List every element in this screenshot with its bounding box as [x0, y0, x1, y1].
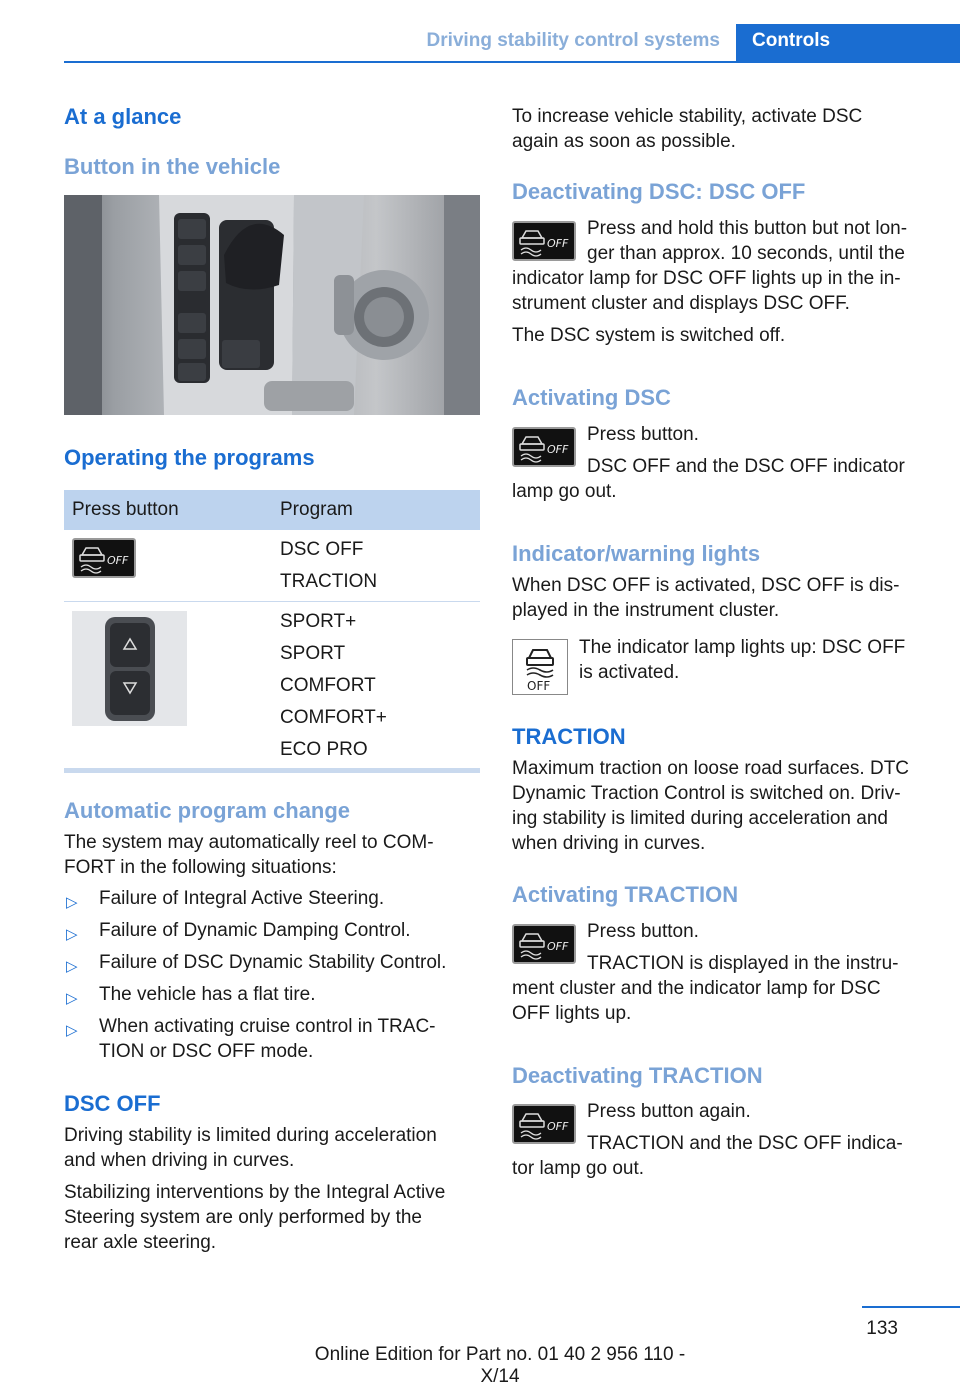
heading-dsc-off: DSC OFF [64, 1091, 161, 1116]
dsc-off-text [64, 1123, 445, 1255]
bullet-triangle-icon: ▷ [66, 894, 78, 911]
list-item [64, 886, 480, 911]
bullet-text: Failure of DSC Dynamic Stability Control. [99, 952, 447, 973]
auto-change-list [64, 886, 480, 1071]
bullet-triangle-icon: ▷ [66, 1022, 78, 1039]
dsc-off-button-icon [72, 538, 136, 578]
heading-deactivating-traction: Deactivating TRACTION [512, 1063, 763, 1088]
svg-text:OFF: OFF [107, 554, 129, 567]
program-comfort-plus: COMFORT+ [280, 707, 387, 728]
act-line: lamp go out. [512, 481, 617, 502]
deact-tr-line: Press button again. [587, 1101, 751, 1122]
act-tr-line: OFF lights up. [512, 1003, 632, 1024]
bullet-triangle-icon: ▷ [66, 926, 78, 943]
bullet-text: When activating cruise control in TRAC- [99, 1016, 436, 1037]
svg-text:OFF: OFF [527, 679, 551, 693]
svg-text:OFF: OFF [547, 237, 569, 250]
dsc-line: Steering system are only performed by the [64, 1207, 423, 1228]
deact-line: The DSC system is switched off. [512, 325, 786, 346]
col-program: Program [280, 499, 353, 520]
program-cell-dsc [280, 534, 377, 598]
heading-automatic-program-change: Automatic program change [64, 798, 351, 823]
heading-traction: TRACTION [512, 724, 626, 749]
program-comfort: COMFORT [280, 675, 376, 696]
act-text-a [587, 422, 905, 479]
deact-tr-line: tor lamp go out. [512, 1158, 645, 1179]
programs-table-header [64, 490, 480, 530]
dsc-off-indicator-lamp-icon [512, 639, 568, 695]
deact-line: Press and hold this button but not lon- [587, 218, 908, 239]
deact-line: ger than approx. 10 seconds, until the [587, 243, 905, 264]
heading-indicator-warning: Indicator/warning lights [512, 541, 761, 566]
heading-activating-dsc: Activating DSC [512, 385, 671, 410]
act-line: Press button. [587, 424, 699, 445]
traction-text [512, 756, 909, 856]
ind-line: is activated. [579, 662, 680, 683]
bullet-triangle-icon: ▷ [66, 958, 78, 975]
traction-line: Dynamic Traction Control is switched on. Driv- [512, 783, 901, 804]
dsc-off-button-icon [512, 924, 576, 964]
traction-line: ing stability is limited during acceleration and [512, 808, 888, 829]
heading-button-in-vehicle: Button in the vehicle [64, 154, 281, 179]
deact-tr-line: TRACTION and the DSC OFF indica- [587, 1133, 903, 1154]
program-cell-modes [280, 606, 387, 766]
edition-footer: Online Edition for Part no. 01 40 2 956 110 - X/14 [314, 1344, 686, 1387]
ind-line: When DSC OFF is activated, DSC OFF is dis- [512, 575, 900, 596]
deact-text-b [512, 266, 901, 348]
program-eco-pro: ECO PRO [280, 739, 368, 760]
col-press-button: Press button [72, 499, 179, 520]
console-photo [64, 195, 480, 415]
dsc-off-button-icon [512, 427, 576, 467]
intro-text [512, 104, 862, 154]
act-tr-line: Press button. [587, 921, 699, 942]
deact-text-a [587, 216, 907, 266]
bullet-text: The vehicle has a flat tire. [99, 984, 316, 1005]
list-item [64, 1014, 480, 1064]
bullet-triangle-icon: ▷ [66, 990, 78, 1007]
ind-line: played in the instrument cluster. [512, 600, 780, 621]
program-sport-plus: SPORT+ [280, 611, 357, 632]
auto-text [64, 830, 434, 880]
ind-text-a [512, 573, 899, 623]
driving-mode-switch-icon [72, 611, 187, 726]
auto-line-1: The system may automatically reel to COM- [64, 832, 434, 853]
dsc-line: and when driving in curves. [64, 1150, 295, 1171]
intro-line: To increase vehicle stability, activate DSC [512, 106, 863, 127]
act-line: DSC OFF and the DSC OFF indicator [587, 456, 905, 477]
dsc-line: Stabilizing interventions by the Integral Active [64, 1182, 446, 1203]
running-header-section: Driving stability control systems [426, 30, 720, 51]
heading-at-a-glance: At a glance [64, 104, 182, 129]
list-item [64, 918, 480, 943]
program-traction: TRACTION [280, 571, 378, 592]
chapter-tab: Controls [736, 24, 960, 62]
ind-text-b [579, 635, 905, 685]
table-end-rule [64, 768, 480, 773]
intro-line: again as soon as possible. [512, 131, 736, 152]
program-sport: SPORT [280, 643, 346, 664]
act-tr-text-b [512, 976, 881, 1026]
deact-line: strument cluster and displays DSC OFF. [512, 293, 850, 314]
dsc-off-button-icon [512, 221, 576, 261]
deact-tr-text-a [587, 1099, 903, 1156]
act-tr-text-a [587, 919, 899, 976]
heading-deactivating-dsc: Deactivating DSC: DSC OFF [512, 179, 806, 204]
header-rule [64, 61, 960, 63]
list-item [64, 950, 480, 975]
svg-text:OFF: OFF [547, 1120, 569, 1133]
deact-tr-text-b [512, 1156, 644, 1181]
list-item [64, 982, 480, 1007]
footer-rule [862, 1306, 960, 1308]
act-text-b [512, 479, 617, 504]
page-number: 133 [866, 1318, 898, 1339]
bullet-text-cont: TION or DSC OFF mode. [99, 1041, 314, 1062]
table-divider [64, 601, 480, 602]
traction-line: Maximum traction on loose road surfaces. DTC [512, 758, 910, 779]
dsc-line: Driving stability is limited during acceleration [64, 1125, 437, 1146]
heading-operating-programs: Operating the programs [64, 445, 315, 470]
act-tr-line: ment cluster and the indicator lamp for DSC [512, 978, 881, 999]
traction-line: when driving in curves. [512, 833, 706, 854]
svg-text:OFF: OFF [547, 443, 569, 456]
ind-line: The indicator lamp lights up: DSC OFF [579, 637, 906, 658]
program-dsc-off: DSC OFF [280, 539, 364, 560]
dsc-line: rear axle steering. [64, 1232, 217, 1253]
bullet-text: Failure of Dynamic Damping Control. [99, 920, 411, 941]
heading-activating-traction: Activating TRACTION [512, 882, 739, 907]
deact-line: indicator lamp for DSC OFF lights up in the in- [512, 268, 901, 289]
bullet-text: Failure of Integral Active Steering. [99, 888, 385, 909]
auto-line-2: FORT in the following situations: [64, 857, 337, 878]
act-tr-line: TRACTION is displayed in the instru- [587, 953, 899, 974]
svg-text:OFF: OFF [547, 940, 569, 953]
dsc-off-button-icon [512, 1104, 576, 1144]
